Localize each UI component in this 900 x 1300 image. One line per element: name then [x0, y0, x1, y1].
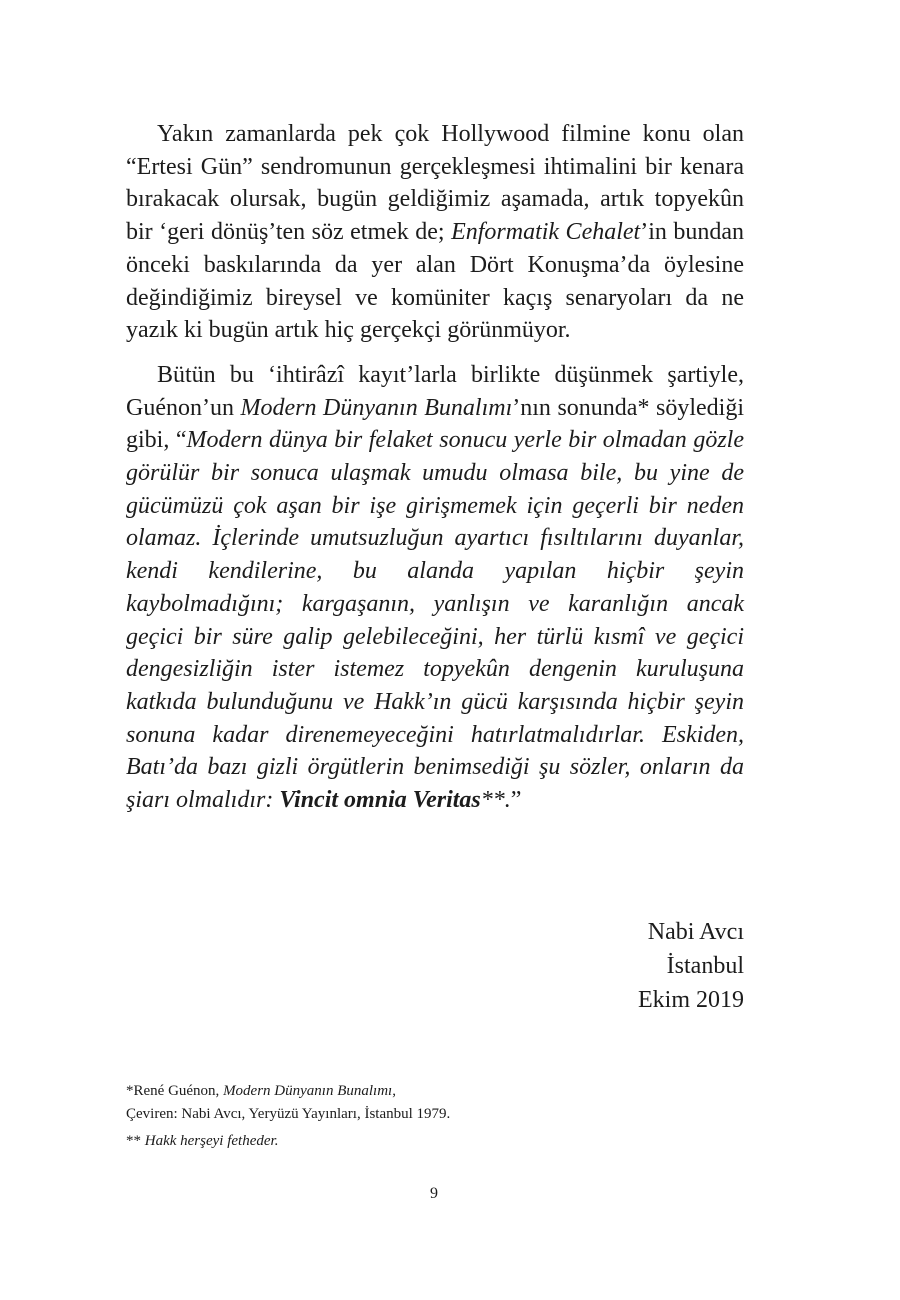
closing-quote: ” — [510, 787, 522, 814]
paragraph-1-text-b: ’in bundan önceki baskılarında da yer alan Dört Konuşma’da öylesine değindiğimiz bireysel ve komüniter kaçış senaryoları da ne yazık ki bugün artık hiç gerçekçi görünmüyor. — [126, 219, 745, 344]
footnotes — [126, 1080, 766, 1153]
footnote-2-marker: ** — [126, 1133, 145, 1149]
paragraph-2 — [126, 359, 744, 817]
paragraph-2-text-a: Bütün bu ‘ihtirâzî kayıt’larla birlikte düşünmek şartiyle, Guénon’un — [126, 361, 744, 421]
footnote-1-suffix: , — [392, 1083, 396, 1099]
signature-place: İstanbul — [666, 953, 744, 979]
page-body — [126, 118, 744, 817]
author-name: Nabi Avcı — [647, 919, 744, 945]
footnote-1-line-2: Çeviren: Nabi Avcı, Yeryüzü Yayınları, İstanbul 1979. — [126, 1106, 451, 1122]
page-number: 9 — [430, 1185, 438, 1202]
guenon-quote: Modern dünya bir felaket sonucu yerle bir olmadan gözle görülür bir sonuca ulaşmak umudu olmasa bile, bu yine de gücümüzü çok aşan bir işe girişmemek için geçerli bir neden olamaz. İçlerinde umutsuzluğun ayartıcı fısıltılarını duyanlar, kendi kendilerine, bu alanda yapılan hiçbir şeyin kaybolmadığını; kargaşanın, yanlışın ve karanlığın ancak geçici bir süre galip gelebileceğini, her türlü kısmî ve geçici dengesizliğin ister istemez topyekûn dengenin kuruluşuna katkıda bulunduğunu ve Hakk’ın gücü karşısında hiçbir şeyin sonuna kadar direnemeyeceğini hatırlatmalıdırlar. Eskiden, Batı’da bazı gizli örgütlerin benimsediği şu sözler, onların da şiarı olmalıdır: — [126, 427, 744, 814]
paragraph-1 — [126, 118, 744, 347]
footnote-1-title: Modern Dünyanın Bunalımı — [223, 1083, 393, 1099]
signature-date: Ekim 2019 — [638, 987, 744, 1013]
paragraph-2-text-b: ’nın sonunda* söylediği gibi, “ — [126, 394, 745, 454]
footnote-1 — [126, 1080, 766, 1103]
book-title-modern-dunya: Modern Dünyanın Bunalımı — [240, 394, 513, 421]
signature-block — [638, 915, 744, 1017]
motto: Vincit omnia Veritas — [279, 787, 481, 814]
motto-footnote-mark: **. — [480, 787, 511, 814]
footnote-2-text: Hakk herşeyi fetheder. — [144, 1133, 279, 1149]
footnote-1-prefix: *René Guénon, — [126, 1083, 224, 1099]
footnote-2 — [126, 1130, 766, 1153]
paragraph-1-text-a: Yakın zamanlarda pek çok Hollywood filmine konu olan “Ertesi Gün” sendromunun gerçekleşmesi ihtimalini bir kenara bırakacak olursak, bugün geldiğimiz aşamada, artık topyekûn bir ‘geri dönüş’ten söz etmek de; — [126, 121, 744, 246]
book-title-enformatik-cehalet: Enformatik Cehalet — [451, 219, 641, 246]
